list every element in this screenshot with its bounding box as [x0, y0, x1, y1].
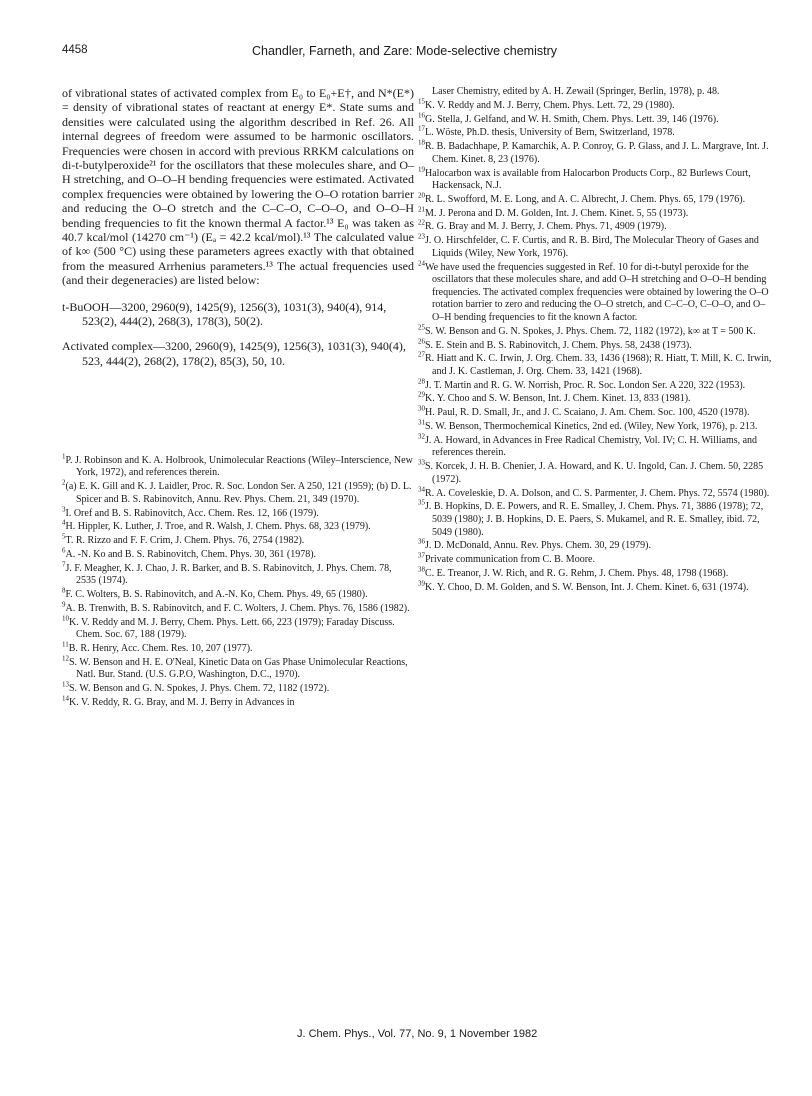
- reference-text: J. F. Meagher, K. J. Chao, J. R. Barker, and B. S. Rabinovitch, J. Phys. Chem. 78, 2535 (1974).: [65, 562, 392, 587]
- reference-number: 19: [418, 165, 425, 174]
- reference-text: J. A. Howard, in Advances in Free Radical Chemistry, Vol. IV; C. H. Williams, and references therein.: [425, 434, 758, 459]
- reference-item: [62, 600, 414, 616]
- reference-item: [62, 505, 414, 521]
- reference-text: I. Oref and B. S. Rabinovitch, Acc. Chem. Res. 12, 166 (1979).: [65, 507, 319, 519]
- reference-item: [418, 97, 773, 113]
- reference-number: 29: [418, 391, 425, 400]
- body-paragraph: of vibrational states of activated complex from E₀ to E₀+E†, and N*(E*) = density of vibrational states of reactant at energy E*. State sums and densities were calculated using the algorithm described in Ref. 26. All internal degrees of freedom were assumed to be harmonic oscillators. Frequencies were chosen in accord with previous RRKM calculations on di-t-butylperoxide²¹ for the oscillators that these molecules share, and O–H stretching, and O–O–H bending frequencies were estimated. Activated complex frequencies were obtained by lowering the O–O rotation barrier and reducing the O–O stretch and the C–C–O, C–O–O, and O–O–H bending frequencies to fit the known thermal A factor.¹³ E₀ was taken as 40.7 kcal/mol (14270 cm⁻¹) (Eₐ = 42.2 kcal/mol).¹³ The calculated value of k∞ (500 °C) using these parameters agrees exactly with that obtained from the measured Arrhenius parameters.¹³ The actual frequencies used (and their degeneracies) are listed below:: [62, 86, 414, 288]
- reference-number: 32: [418, 432, 425, 441]
- reference-item: [418, 165, 773, 193]
- reference-item: [62, 546, 414, 562]
- reference-item: [62, 680, 414, 696]
- reference-item: [418, 432, 773, 460]
- reference-text: K. V. Reddy and M. J. Berry, Chem. Phys. Lett. 72, 29 (1980).: [425, 99, 675, 111]
- reference-number: 35: [418, 499, 425, 508]
- reference-text: K. Y. Choo, D. M. Golden, and S. W. Benson, Int. J. Chem. Kinet. 6, 631 (1974).: [425, 581, 749, 593]
- reference-number: 5: [62, 532, 66, 541]
- reference-item: [62, 694, 414, 710]
- reference-text: H. Paul, R. D. Small, Jr., and J. C. Scaiano, J. Am. Chem. Soc. 100, 4520 (1978).: [425, 407, 750, 419]
- reference-item: [418, 337, 773, 353]
- reference-item: [418, 551, 773, 567]
- reference-number: 12: [62, 654, 69, 663]
- reference-text: G. Stella, J. Gelfand, and W. H. Smith, Chem. Phys. Lett. 39, 146 (1976).: [425, 113, 719, 125]
- reference-number: 34: [418, 485, 425, 494]
- reference-item: [418, 350, 773, 378]
- reference-item: [418, 191, 773, 207]
- reference-item: [62, 452, 414, 480]
- reference-number: 22: [418, 219, 425, 228]
- reference-text: H. Hippler, K. Luther, J. Troe, and R. Walsh, J. Chem. Phys. 68, 323 (1979).: [65, 521, 371, 533]
- reference-number: 6: [62, 546, 66, 555]
- reference-item: [418, 418, 773, 434]
- reference-number: 23: [418, 232, 425, 241]
- reference-item: [418, 205, 773, 221]
- reference-number: 21: [418, 205, 425, 214]
- reference-item: [62, 614, 414, 642]
- reference-text: P. J. Robinson and K. A. Holbrook, Unimolecular Reactions (Wiley–Interscience, New York, 1972), and references therein.: [65, 454, 413, 479]
- reference-item: [418, 138, 773, 166]
- reference-number: 24: [418, 259, 425, 268]
- frequency-list-tbuooh: t-BuOOH—3200, 2960(9), 1425(9), 1256(3), 1031(3), 940(4), 914, 523(2), 444(2), 268(3), 178(3), 50(2).: [62, 299, 387, 329]
- reference-item: [418, 537, 773, 553]
- reference-item: [418, 565, 773, 581]
- reference-text: R. A. Coveleskie, D. A. Dolson, and C. S. Parmenter, J. Chem. Phys. 72, 5574 (1980).: [425, 487, 770, 499]
- reference-text: Halocarbon wax is available from Halocarbon Products Corp., 82 Burlews Court, Hackensack, N.J.: [425, 167, 751, 192]
- reference-number: 15: [418, 97, 425, 106]
- reference-item: [418, 221, 773, 234]
- reference-text: S. Korcek, J. H. B. Chenier, J. A. Howard, and K. U. Ingold, Can. J. Chem. 50, 2285 (1972).: [425, 461, 764, 485]
- reference-text: R. G. Bray and M. J. Berry, J. Chem. Phys. 71, 4909 (1979).: [425, 221, 667, 233]
- reference-item: [62, 478, 414, 506]
- reference-number: 8: [62, 586, 66, 595]
- reference-text: F. C. Wolters, B. S. Rabinovitch, and A.-N. Ko, Chem. Phys. 49, 65 (1980).: [65, 589, 368, 601]
- reference-number: 18: [418, 138, 425, 147]
- reference-text: S. E. Stein and B. S. Rabinovitch, J. Chem. Phys. 58, 2438 (1973).: [425, 339, 692, 351]
- reference-number: 31: [418, 418, 425, 427]
- reference-item: [62, 640, 414, 656]
- reference-text: S. W. Benson, Thermochemical Kinetics, 2nd ed. (Wiley, New York, 1976), p. 213.: [425, 421, 758, 433]
- reference-item: [418, 579, 773, 595]
- reference-text: We have used the frequencies suggested in Ref. 10 for di-t-butyl peroxide for the oscillators that these molecules share, and add O–H stretching and O–O–H bending frequencies. The activated complex frequencies were obtained by lowering the O–O rotation barrier to zero and reducing the O–O stretch, and C–C–O, C–O–O, and O–O–H bending frequencies to fit the known A factor.: [425, 261, 769, 323]
- reference-item: [418, 259, 773, 325]
- reference-item: [62, 654, 414, 682]
- reference-text: A. B. Trenwith, B. S. Rabinovitch, and F. C. Wolters, J. Chem. Phys. 76, 1586 (1982).: [65, 602, 410, 614]
- reference-item: [62, 532, 414, 548]
- reference-text: B. R. Henry, Acc. Chem. Res. 10, 207 (1977).: [68, 643, 253, 655]
- reference-text: R. L. Swofford, M. E. Long, and A. C. Albrecht, J. Chem. Phys. 65, 179 (1976).: [425, 193, 746, 205]
- reference-item: [62, 560, 414, 588]
- reference-item: [418, 485, 773, 501]
- reference-text: K. V. Reddy, R. G. Bray, and M. J. Berry in Advances in: [69, 697, 295, 708]
- reference-text: L. Wöste, Ph.D. thesis, University of Bern, Switzerland, 1978.: [425, 127, 675, 139]
- reference-item: [418, 232, 773, 260]
- reference-text: K. Y. Choo and S. W. Benson, Int. J. Chem. Kinet. 13, 833 (1981).: [425, 393, 691, 405]
- reference-number: 25: [418, 323, 425, 332]
- reference-text: J. D. McDonald, Annu. Rev. Phys. Chem. 30, 29 (1979).: [425, 540, 652, 552]
- reference-number: 16: [418, 111, 425, 120]
- reference-number: 3: [62, 505, 66, 514]
- reference-text: J. B. Hopkins, D. E. Powers, and R. E. Smalley, J. Chem. Phys. 71, 3886 (1978); 72, 5039 (1980); J. B. Hopkins, D. E. Paers, S. Mukamel, and R. E. Smalley, ibid. 72, 5049 (1980).: [425, 501, 764, 538]
- reference-text: M. J. Perona and D. M. Golden, Int. J. Chem. Kinet. 5, 55 (1973).: [425, 207, 689, 219]
- reference-number: 13: [62, 680, 69, 689]
- reference-text: A. -N. Ko and B. S. Rabinovitch, Chem. Phys. 30, 361 (1978).: [65, 548, 317, 560]
- reference-number: 17: [418, 125, 425, 134]
- reference-item: [418, 458, 773, 486]
- reference-text: J. T. Martin and R. G. W. Norrish, Proc. R. Soc. London Ser. A 220, 322 (1953).: [425, 379, 746, 391]
- reference-text: K. V. Reddy and M. J. Berry, Chem. Phys. Lett. 66, 223 (1979); Faraday Discuss. Chem. Soc. 67, 188 (1979).: [69, 616, 395, 641]
- references-left: [62, 452, 414, 710]
- reference-number: 1: [62, 452, 66, 461]
- reference-number: 20: [418, 191, 425, 200]
- reference-number: 14: [62, 694, 69, 703]
- reference-number: 37: [418, 551, 425, 560]
- reference-item: [62, 586, 414, 602]
- page-footer: J. Chem. Phys., Vol. 77, No. 9, 1 November 1982: [297, 1028, 538, 1040]
- right-column: [418, 86, 773, 595]
- reference-text: Private communication from C. B. Moore.: [425, 554, 595, 566]
- reference-number: 36: [418, 537, 425, 546]
- running-title: Chandler, Farneth, and Zare: Mode-selective chemistry: [252, 44, 557, 58]
- reference-item: [418, 404, 773, 420]
- reference-number: 28: [418, 377, 425, 386]
- reference-number: 2: [62, 478, 66, 487]
- reference-number: 38: [418, 565, 425, 574]
- reference-text: S. W. Benson and G. N. Spokes, J. Phys. Chem. 72, 1182 (1972), k∞ at T = 500 K.: [425, 325, 756, 337]
- reference-number: 26: [418, 337, 425, 346]
- references-right: [418, 97, 773, 594]
- left-column: [62, 86, 414, 711]
- page-number: 4458: [62, 44, 88, 56]
- reference-text: S. W. Benson and H. E. O'Neal, Kinetic Data on Gas Phase Unimolecular Reactions, Natl. Bur. Stand. (U.S. G.P.O, Washington, D.C., 1970).: [69, 656, 408, 681]
- reference-item: [418, 393, 773, 406]
- reference-number: 11: [62, 640, 69, 649]
- reference-number: 7: [62, 560, 66, 569]
- frequency-list-activated-complex: Activated complex—3200, 2960(9), 1425(9), 1256(3), 1031(3), 940(4), 523, 444(2), 268(2), 178(2), 85(3), 50, 10.: [62, 339, 406, 369]
- reference-continuation: Laser Chemistry, edited by A. H. Zewail (Springer, Berlin, 1978), p. 48.: [432, 86, 720, 97]
- reference-text: J. O. Hirschfelder, C. F. Curtis, and R. B. Bird, The Molecular Theory of Gases and Liquids (Wiley, New York, 1976).: [425, 235, 759, 259]
- reference-text: R. B. Badachhape, P. Kamarchik, A. P. Conroy, G. P. Glass, and J. L. Margrave, Int. J. Chem. Kinet. 8, 23 (1976).: [425, 141, 769, 165]
- reference-item: [418, 111, 773, 127]
- reference-item: [418, 501, 773, 539]
- reference-text: T. R. Rizzo and F. F. Crim, J. Chem. Phys. 76, 2754 (1982).: [65, 535, 305, 547]
- reference-number: 30: [418, 404, 425, 413]
- reference-number: 27: [418, 350, 425, 359]
- reference-text: R. Hiatt and K. C. Irwin, J. Org. Chem. 33, 1436 (1968); R. Hiatt, T. Mill, K. C. Irwin, and J. K. Castleman, J. Org. Chem. 33, 1421 (1968).: [425, 353, 772, 377]
- reference-item: [418, 377, 773, 393]
- reference-text: C. E. Treanor, J. W. Rich, and R. G. Rehm, J. Chem. Phys. 48, 1798 (1968).: [425, 567, 729, 579]
- reference-number: 9: [62, 600, 66, 609]
- reference-item: [62, 521, 414, 534]
- reference-text: (a) E. K. Gill and K. J. Laidler, Proc. R. Soc. London Ser. A 250, 121 (1959); (b) D. L. Spicer and B. S. Rabinovitch, Annu. Rev. Phys. Chem. 21, 349 (1970).: [65, 481, 412, 505]
- reference-item: [418, 127, 773, 140]
- reference-item: [418, 323, 773, 339]
- reference-number: 4: [62, 519, 66, 528]
- reference-text: S. W. Benson and G. N. Spokes, J. Phys. Chem. 72, 1182 (1972).: [69, 683, 330, 695]
- reference-number: 39: [418, 579, 425, 588]
- reference-number: 10: [62, 614, 69, 623]
- reference-number: 33: [418, 458, 425, 467]
- page-header: [62, 44, 762, 60]
